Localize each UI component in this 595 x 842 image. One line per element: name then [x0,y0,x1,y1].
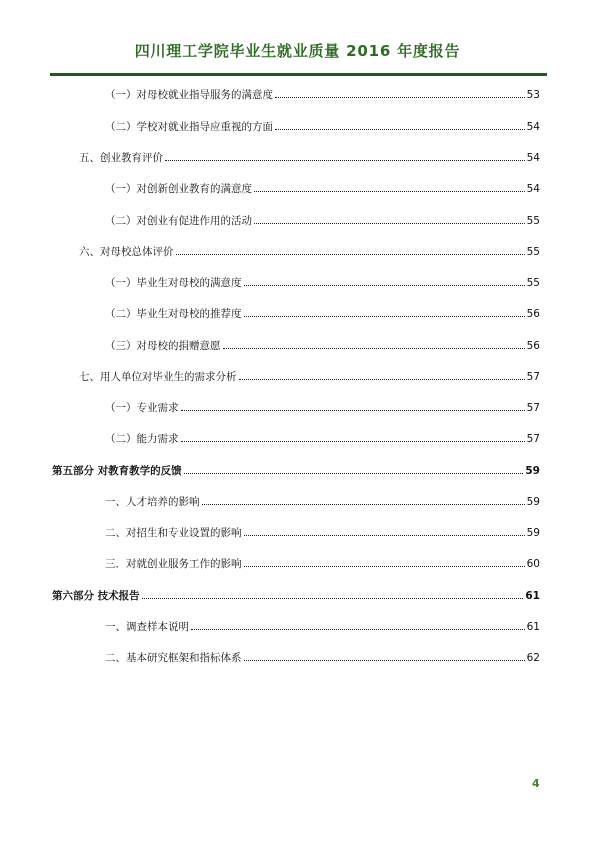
toc-entry-page: 54 [526,183,540,195]
toc-leader-dots [244,566,525,567]
toc-entry-page: 57 [526,371,540,383]
toc-leader-dots [181,441,525,442]
toc-entry[interactable] [105,182,540,196]
toc-entry[interactable] [105,339,540,353]
toc-entry-page: 62 [526,652,540,664]
page-number: 4 [532,777,540,790]
toc-leader-dots [244,285,525,286]
toc-leader-dots [244,316,525,317]
toc-leader-dots [165,160,525,161]
toc-entry[interactable] [105,120,540,134]
toc-part-entry[interactable] [52,589,540,603]
toc-entry-label: 二、基本研究框架和指标体系 [105,652,242,664]
toc-entry[interactable] [105,401,540,415]
toc-entry-page: 61 [526,621,540,633]
toc-entry[interactable] [79,245,540,259]
toc-entry-page: 55 [526,277,540,289]
toc-part-entry[interactable] [52,464,540,478]
toc-entry[interactable] [105,526,540,540]
toc-entry-label: （二）能力需求 [105,433,179,445]
header-rule [50,73,547,76]
toc-entry-page: 53 [526,89,540,101]
toc-leader-dots [176,254,525,255]
toc-leader-dots [223,348,525,349]
toc-entry[interactable] [79,151,540,165]
toc-leader-dots [244,660,525,661]
toc-entry[interactable] [105,307,540,321]
toc-entry-page: 54 [526,152,540,164]
toc-entry-label: （二）毕业生对母校的推荐度 [105,308,242,320]
toc-entry-label: （二）对创业有促进作用的活动 [105,215,252,227]
toc-entry-page: 56 [526,308,540,320]
toc-leader-dots [254,191,525,192]
toc-leader-dots [275,129,525,130]
toc-entry-page: 59 [526,496,540,508]
toc-leader-dots [254,223,525,224]
toc-entry-label: 七、用人单位对毕业生的需求分析 [79,371,237,383]
toc-leader-dots [142,598,524,599]
toc-leader-dots [239,379,525,380]
toc-entry[interactable] [105,276,540,290]
toc-entry-label: （一）对母校就业指导服务的满意度 [105,89,273,101]
toc-entry-label: 一、人才培养的影响 [105,496,200,508]
toc-leader-dots [191,629,525,630]
toc-entry[interactable] [105,88,540,102]
toc-entry-label: 二、对招生和专业设置的影响 [105,527,242,539]
toc-entry-label: （一）毕业生对母校的满意度 [105,277,242,289]
toc-entry-label: （二）学校对就业指导应重视的方面 [105,121,273,133]
toc-entry[interactable] [105,557,540,571]
toc-entry[interactable] [105,495,540,509]
toc-entry-page: 59 [525,465,540,477]
toc-entry-label: （三）对母校的捐赠意愿 [105,340,221,352]
toc-entry-page: 55 [526,246,540,258]
toc-entry-page: 56 [526,340,540,352]
toc-entry[interactable] [105,620,540,634]
toc-leader-dots [275,97,525,98]
toc-leader-dots [202,504,525,505]
toc-entry-label: 第六部分 技术报告 [52,590,140,602]
toc-entry-page: 59 [526,527,540,539]
toc-leader-dots [184,473,524,474]
toc-entry-page: 57 [526,433,540,445]
toc-entry[interactable] [79,370,540,384]
page-header-title: 四川理工学院毕业生就业质量 2016 年度报告 [134,42,461,60]
toc-entry-label: 六、对母校总体评价 [79,246,174,258]
toc-entry-page: 61 [525,590,540,602]
toc-leader-dots [181,410,525,411]
toc-entry-label: （一）对创新创业教育的满意度 [105,183,252,195]
toc-entry-page: 57 [526,402,540,414]
toc-entry-page: 54 [526,121,540,133]
toc-leader-dots [244,535,525,536]
toc-entry-label: 第五部分 对教育教学的反馈 [52,465,182,477]
toc-entry-label: （一）专业需求 [105,402,179,414]
toc-entry[interactable] [105,214,540,228]
toc-entry-label: 一、调查样本说明 [105,621,189,633]
toc-entry[interactable] [105,432,540,446]
toc-entry-page: 60 [526,558,540,570]
toc-entry-label: 五、创业教育评价 [79,152,163,164]
toc-entry[interactable] [105,651,540,665]
toc-entry-label: 三．对就创业服务工作的影响 [105,558,242,570]
toc-entry-page: 55 [526,215,540,227]
